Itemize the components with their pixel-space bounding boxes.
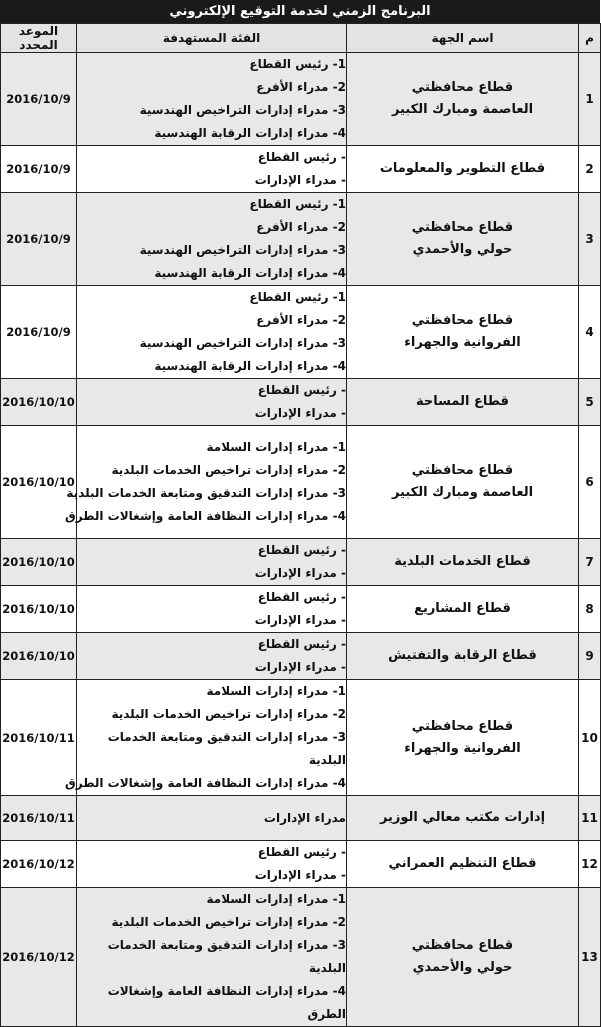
row-number: 13 xyxy=(579,888,601,1027)
table-row xyxy=(1,426,601,539)
target-line: 2- مدراء إدارات تراخيص الخدمات البلدية xyxy=(111,463,346,477)
entity-line: حولي والأحمدي xyxy=(412,242,513,257)
table-row xyxy=(1,53,601,146)
row-number: 6 xyxy=(579,426,601,539)
row-number: 3 xyxy=(579,193,601,286)
table-row xyxy=(1,539,601,586)
target-cell xyxy=(65,680,347,796)
table-row xyxy=(1,796,601,841)
target-cell xyxy=(77,796,347,841)
target-cell xyxy=(77,53,347,146)
target-line: 1- رئيس القطاع xyxy=(249,290,346,304)
date-cell: 2016/10/11 xyxy=(1,680,77,796)
target-cell xyxy=(77,888,347,1027)
row-number: 5 xyxy=(579,379,601,426)
row-number: 1 xyxy=(579,53,601,146)
date-cell: 2016/10/11 xyxy=(1,796,77,841)
row-number: 4 xyxy=(579,286,601,379)
entity-line: قطاع التنظيم العمراني xyxy=(388,856,537,871)
entity-cell xyxy=(347,633,579,680)
target-cell xyxy=(77,193,347,286)
target-line: 3- مدراء إدارات التراخيص الهندسية xyxy=(139,243,346,257)
date-cell: 2016/10/9 xyxy=(1,193,77,286)
entity-line: قطاع محافظتي xyxy=(411,80,514,95)
target-line: 3- مدراء إدارات التدقيق ومتابعة الخدمات البلدية xyxy=(107,730,346,767)
target-line: مدراء الإدارات xyxy=(263,810,346,825)
date-cell: 2016/10/12 xyxy=(1,841,77,888)
entity-line: قطاع التطوير والمعلومات xyxy=(379,161,546,176)
date-cell: 2016/10/12 xyxy=(1,888,77,1027)
target-line: 1- مدراء إدارات السلامة xyxy=(206,892,346,906)
target-line: - رئيس القطاع xyxy=(257,637,346,651)
header-entity: اسم الجهة xyxy=(347,24,579,53)
table-row xyxy=(1,146,601,193)
date-cell: 2016/10/9 xyxy=(1,286,77,379)
target-cell xyxy=(77,633,347,680)
entity-cell xyxy=(347,586,579,633)
entity-line: قطاع الرقابة والتفتيش xyxy=(388,648,537,663)
target-line: 2- مدراء إدارات تراخيص الخدمات البلدية xyxy=(111,915,346,929)
entity-cell xyxy=(347,286,579,379)
page-title: البرنامج الزمني لخدمة التوقيع الإلكتروني xyxy=(0,0,600,23)
target-cell xyxy=(77,539,347,586)
target-cell xyxy=(77,286,347,379)
target-line: 2- مدراء الأفرع xyxy=(256,313,346,327)
target-cell xyxy=(65,426,347,539)
entity-cell xyxy=(347,539,579,586)
header-num: م xyxy=(579,24,601,53)
target-cell xyxy=(77,379,347,426)
entity-line: إدارات مكتب معالي الوزير xyxy=(379,810,546,825)
date-cell: 2016/10/10 xyxy=(1,426,77,539)
date-cell: 2016/10/10 xyxy=(1,586,77,633)
target-line: - رئيس القطاع xyxy=(257,590,346,604)
entity-line: قطاع محافظتي xyxy=(411,938,514,953)
entity-cell xyxy=(347,146,579,193)
row-number: 7 xyxy=(579,539,601,586)
entity-line: قطاع محافظتي xyxy=(411,718,514,734)
target-line: - مدراء الإدارات xyxy=(254,173,346,187)
target-line: 3- مدراء إدارات التراخيص الهندسية xyxy=(139,103,346,117)
target-line: 4- مدراء إدارات النظافة العامة وإشغالات الطرق xyxy=(65,776,346,790)
row-number: 12 xyxy=(579,841,601,888)
entity-line: قطاع المساحة xyxy=(416,394,509,409)
table-row xyxy=(1,586,601,633)
target-line: 3- مدراء إدارات التدقيق ومتابعة الخدمات البلدية xyxy=(66,486,346,500)
target-line: - رئيس القطاع xyxy=(257,845,346,859)
target-line: 4- مدراء إدارات النظافة العامة وإشغالات الطرق xyxy=(65,509,346,523)
date-cell: 2016/10/9 xyxy=(1,146,77,193)
entity-line: الفروانية والجهراء xyxy=(404,740,521,756)
target-line: - مدراء الإدارات xyxy=(254,868,346,882)
entity-cell xyxy=(347,379,579,426)
entity-line: العاصمة ومبارك الكبير xyxy=(391,485,534,500)
target-cell xyxy=(77,841,347,888)
table-row xyxy=(1,888,601,1027)
target-line: - رئيس القطاع xyxy=(257,383,346,397)
header-target: الفئة المستهدفة xyxy=(77,24,347,53)
target-line: 4- مدراء إدارات الرقابة الهندسية xyxy=(154,126,346,140)
entity-cell xyxy=(347,680,579,796)
entity-line: قطاع الخدمات البلدية xyxy=(394,554,531,569)
target-line: 1- رئيس القطاع xyxy=(249,197,346,211)
row-number: 8 xyxy=(579,586,601,633)
entity-cell xyxy=(347,426,579,539)
date-cell: 2016/10/10 xyxy=(1,539,77,586)
entity-cell xyxy=(347,841,579,888)
entity-cell xyxy=(347,53,579,146)
table-row xyxy=(1,379,601,426)
table-row xyxy=(1,680,601,796)
target-line: 2- مدراء إدارات تراخيص الخدمات البلدية xyxy=(111,707,346,721)
target-line: - مدراء الإدارات xyxy=(254,660,346,674)
entity-cell xyxy=(347,888,579,1027)
table-row xyxy=(1,841,601,888)
entity-line: قطاع محافظتي xyxy=(411,463,514,478)
target-line: - مدراء الإدارات xyxy=(254,566,346,580)
table-row xyxy=(1,193,601,286)
target-line: 1- مدراء إدارات السلامة xyxy=(206,440,346,454)
date-cell: 2016/10/10 xyxy=(1,633,77,680)
table-row xyxy=(1,286,601,379)
target-line: 3- مدراء إدارات التدقيق ومتابعة الخدمات البلدية xyxy=(107,938,346,975)
target-line: - مدراء الإدارات xyxy=(254,406,346,420)
row-number: 2 xyxy=(579,146,601,193)
target-line: 4- مدراء إدارات الرقابة الهندسية xyxy=(154,359,346,373)
entity-cell xyxy=(347,796,579,841)
target-line: 4- مدراء إدارات النظافة العامة وإشغالات الطرق xyxy=(107,984,346,1021)
entity-cell xyxy=(347,193,579,286)
target-line: 1- رئيس القطاع xyxy=(249,57,346,71)
schedule-table xyxy=(0,23,601,1027)
target-line: - مدراء الإدارات xyxy=(254,613,346,627)
table-row xyxy=(1,633,601,680)
entity-line: حولي والأحمدي xyxy=(412,960,513,975)
row-number: 9 xyxy=(579,633,601,680)
target-line: 4- مدراء إدارات الرقابة الهندسية xyxy=(154,266,346,280)
entity-line: العاصمة ومبارك الكبير xyxy=(391,102,534,117)
target-line: 3- مدراء إدارات التراخيص الهندسية xyxy=(139,336,346,350)
entity-line: قطاع محافظتي xyxy=(411,220,514,235)
row-number: 11 xyxy=(579,796,601,841)
entity-line: الفروانية والجهراء xyxy=(404,335,521,350)
entity-line: قطاع محافظتي xyxy=(411,313,514,328)
target-line: - رئيس القطاع xyxy=(257,543,346,557)
header-date: الموعد المحدد xyxy=(1,24,77,53)
target-line: 2- مدراء الأفرع xyxy=(256,80,346,94)
date-cell: 2016/10/9 xyxy=(1,53,77,146)
entity-line: قطاع المشاريع xyxy=(414,601,511,616)
target-cell xyxy=(77,146,347,193)
target-line: 2- مدراء الأفرع xyxy=(256,220,346,234)
date-cell: 2016/10/10 xyxy=(1,379,77,426)
row-number: 10 xyxy=(579,680,601,796)
table-header-row xyxy=(1,24,601,53)
target-line: 1- مدراء إدارات السلامة xyxy=(206,684,346,698)
target-line: - رئيس القطاع xyxy=(257,150,346,164)
target-cell xyxy=(77,586,347,633)
